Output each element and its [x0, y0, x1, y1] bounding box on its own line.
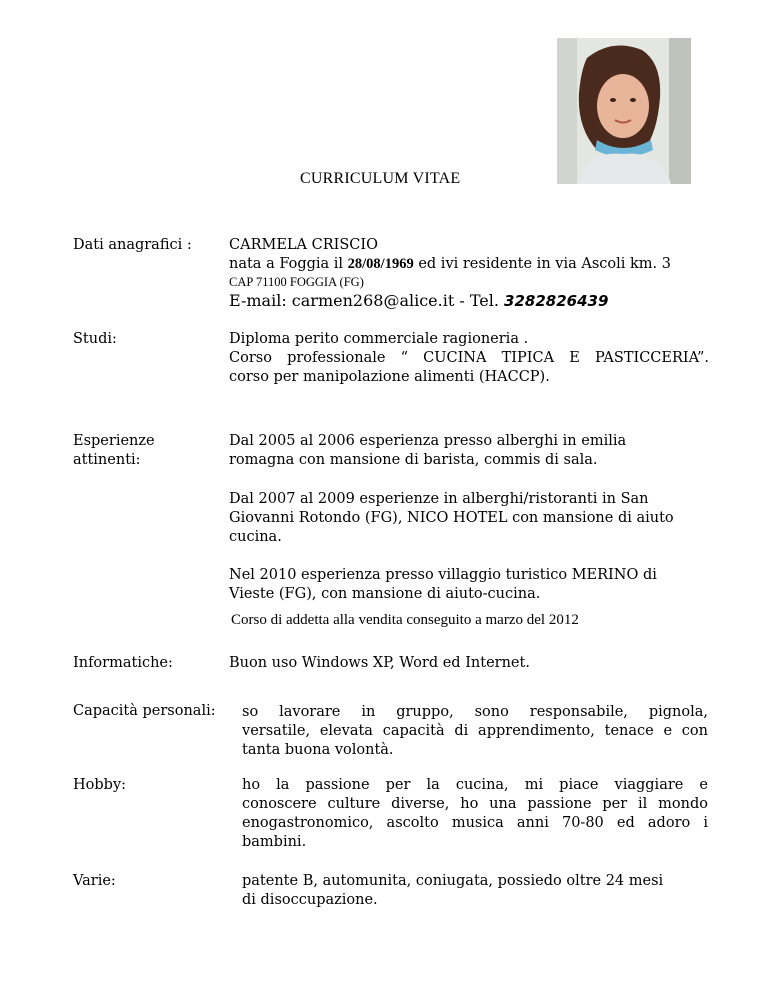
experience-line: Nel 2010 esperienza presso villaggio turistico MERINO di — [229, 567, 657, 583]
email-text: E-mail: carmen268@alice.it - Tel. — [229, 291, 505, 310]
experience-line: Dal 2007 al 2009 esperienze in alberghi/ristoranti in San — [229, 491, 649, 507]
varie-line: patente B, automunita, coniugata, possiedo oltre 24 mesi — [242, 873, 664, 889]
section-anagrafici — [229, 236, 709, 312]
experience-line: Giovanni Rotondo (FG), NICO HOTEL con mansione di aiuto — [229, 510, 674, 526]
document-title: CURRICULUM VITAE — [300, 170, 461, 187]
label-line: attinenti: — [73, 452, 141, 468]
contact-line — [229, 290, 709, 312]
phone-number: 3282826439 — [504, 292, 609, 310]
section-label-esperienze — [73, 432, 155, 470]
section-label-informatiche: Informatiche: — [73, 655, 173, 671]
varie-line: di disoccupazione. — [242, 892, 378, 908]
profile-photo — [557, 38, 691, 184]
section-capacita — [242, 703, 708, 760]
experience-2 — [229, 490, 709, 547]
experience-line: cucina. — [229, 529, 282, 545]
section-informatiche: Buon uso Windows XP, Word ed Internet. — [229, 655, 530, 671]
hobby-line: ho la passione per la cucina, mi piace viaggiare e — [242, 777, 708, 793]
birth-date: 28/08/1969 — [347, 256, 414, 272]
section-label-studi: Studi: — [73, 331, 117, 347]
label-line: Esperienze — [73, 433, 155, 449]
section-varie — [242, 872, 708, 910]
section-label-anagrafici: Dati anagrafici : — [73, 237, 192, 253]
section-label-varie: Varie: — [73, 873, 116, 889]
full-name: CARMELA CRISCIO — [229, 237, 379, 253]
studi-line: corso per manipolazione alimenti (HACCP). — [229, 369, 550, 385]
portrait-image — [557, 38, 691, 184]
residence: ed ivi residente in via Ascoli km. 3 — [413, 256, 671, 272]
postal-code-line: CAP 71100 FOGGIA (FG) — [229, 275, 364, 289]
section-hobby — [242, 776, 708, 852]
experience-1 — [229, 432, 709, 470]
section-label-capacita: Capacità personali: — [73, 703, 216, 719]
section-studi — [229, 330, 709, 387]
birth-line — [229, 255, 709, 274]
experience-3 — [229, 566, 709, 604]
hobby-line: enogastronomico, ascolto musica anni 70-80 ed adoro i — [242, 815, 708, 831]
hobby-line: conoscere culture diverse, ho una passione per il mondo — [242, 796, 708, 812]
experience-line: Vieste (FG), con mansione di aiuto-cucina. — [229, 586, 541, 602]
birth-prefix: nata a Foggia il — [229, 256, 348, 272]
capacita-line: tanta buona volontà. — [242, 742, 394, 758]
hobby-line: bambini. — [242, 834, 307, 850]
experience-line: Dal 2005 al 2006 esperienza presso alberghi in emilia — [229, 433, 627, 449]
experience-line: romagna con mansione di barista, commis di sala. — [229, 452, 598, 468]
section-label-hobby: Hobby: — [73, 777, 127, 793]
studi-line: Corso professionale “ CUCINA TIPICA E PASTICCERIA”. — [229, 350, 709, 366]
studi-line: Diploma perito commerciale ragioneria . — [229, 331, 529, 347]
sales-course-line: Corso di addetta alla vendita conseguito a marzo del 2012 — [231, 612, 579, 628]
capacita-line: so lavorare in gruppo, sono responsabile, pignola, — [242, 704, 708, 720]
capacita-line: versatile, elevata capacità di apprendimento, tenace e con — [242, 723, 708, 739]
